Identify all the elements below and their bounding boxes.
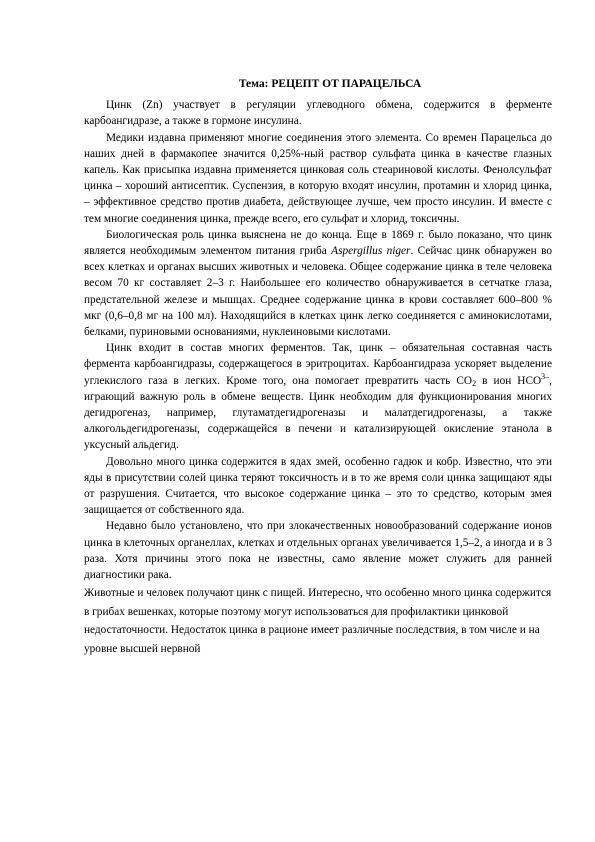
paragraph-cancer: Недавно было установлено, что при злокачественных новообразований содержание ионов цинка в клеточных органеллах, клетках и отдельных органах увеличивается 1,5–2, а иногда и в 3 раза. Хотя причины этого пока не известны, само явление может служить для ранней диагностики рака. — [84, 520, 552, 582]
paragraph-text: в ион HCO — [476, 374, 542, 387]
paragraph-snake-venom: Довольно много цинка содержится в ядах змей, особенно гадюк и кобр. Известно, что эти яды в присутствии солей цинка теряют токсичность и в то же время соли цинка защищают яды от разрушения. Считается, что высокое содержание цинка – это то средство, которым змея защищается от собственного яда. — [84, 455, 552, 517]
document-page — [84, 76, 552, 658]
paragraph-text: Биологическая роль цинка выяснена не до конца. Еще в 1869 г. было показано, что цинк является необходимым элементом питания гриба — [84, 228, 552, 258]
paragraph-enzymes — [84, 340, 552, 453]
paragraph-medical-use: Медики издавна применяют многие соединения этого элемента. Со времен Парацельса до наших дней в фармакопее значится 0,25%-ный раствор сульфата цинка в качестве глазных капель. Как присыпка издавна применяется цинковая соль стеариновой кислоты. Фенолсульфат цинка – хороший антисептик. Суспензия, в которую входят инсулин, протамин и хлорид цинка, – эффективное средство против диабета, действующее лучше, чем просто инсулин. И вместе с тем многие соединения цинка, прежде всего, его сульфат и хлорид, токсичны. — [84, 131, 552, 225]
species-name: Aspergillus niger — [331, 245, 411, 258]
paragraph-text: , играющий важную роль в обмене веществ. Цинк необходим для функционирования многих дегидрогеназ, например, глутаматдегидрогеназы и малатдегидрогеназы, а также алкогольдегидрогеназы, содержащейся в печени и катализирующей окисление этанола в уксусный альдегид. — [84, 374, 552, 452]
paragraph-text: . Сейчас цинк обнаружен во всех клетках и органах высших животных и человека. Общее содержание цинка в теле человека весом 70 кг составляет 2–3 г. Наибольшее его количество обнаруживается в сетчатке глаза, предстательной железе и мышцах. Среднее содержание цинка в крови составляет 600–800 % мкг (0,6–0,8 мг на 100 мл). Находящийся в клетках цинк легко соединяется с аминокислотами, белками, пуриновыми основаниями, нуклеиновыми кислотами. — [84, 245, 553, 339]
page-title: Тема: РЕЦЕПТ ОТ ПАРАЦЕЛЬСА — [238, 78, 422, 90]
paragraph-biological-role — [84, 227, 552, 340]
paragraph-diet: Животные и человек получают цинк с пищей. Интересно, что особенно много цинка содержится в грибах вешенках, которые поэтому могут использоваться для профилактики цинковой недостаточности. Недостаток цинка в рационе имеет различные последствия, в том числе и на уровне высшей нервной — [84, 587, 552, 655]
paragraph-intro: Цинк (Zn) участвует в регуляции углеводного обмена, содержится в ферменте карбоангидразе, а также в гормоне инсулина. — [84, 99, 552, 128]
subscript: 2 — [472, 378, 477, 388]
paragraph-text: Цинк входит в состав многих ферментов. Так, цинк – обязательная составная часть фермента карбоангидразы, содержащегося в эритроцитах. Карбоангидраза ускоряет выделение углекислого газа в легких. Кроме того, она помогает превратить часть CO — [84, 342, 552, 387]
superscript: 3– — [541, 371, 550, 381]
